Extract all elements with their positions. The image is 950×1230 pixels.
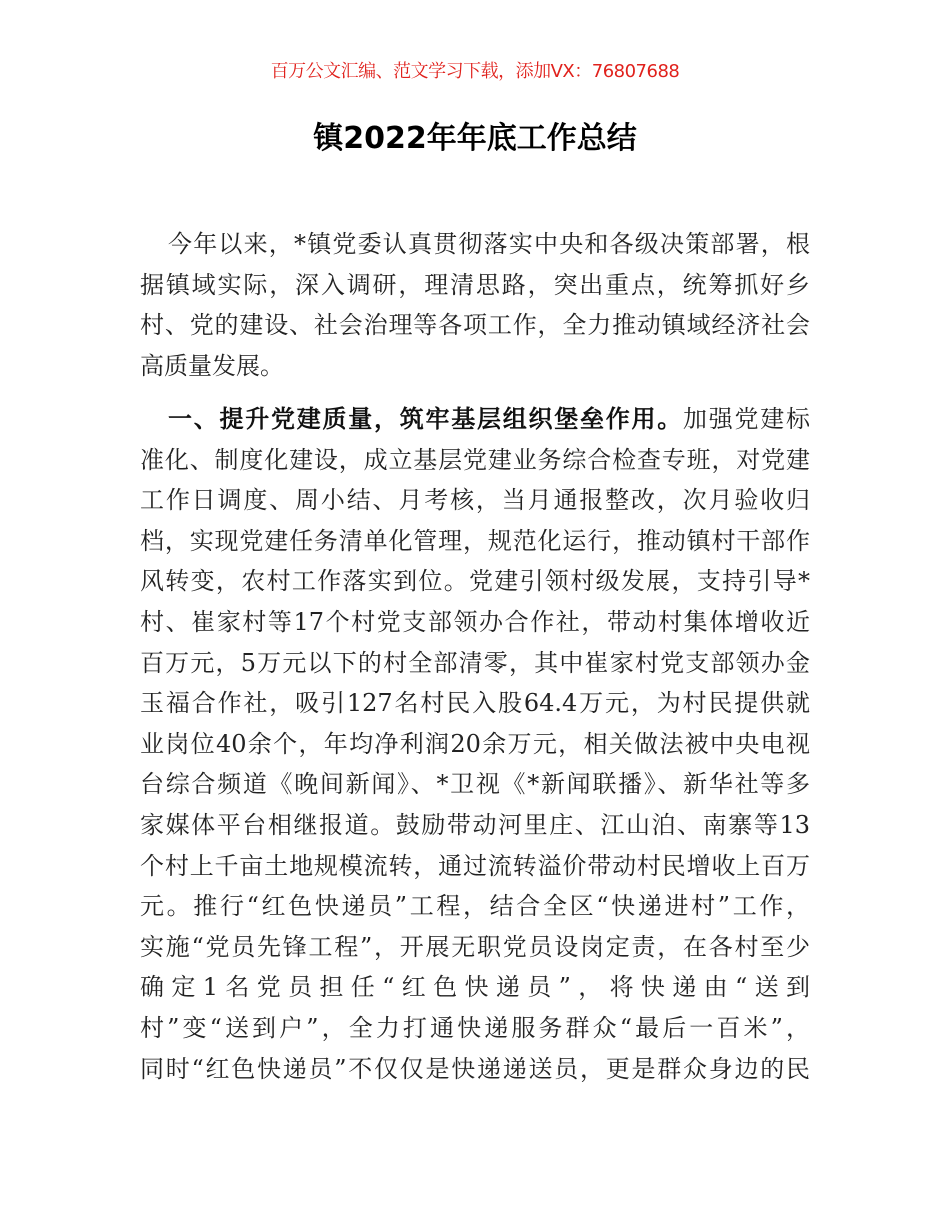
text-line: 村、党的建设、社会治理等各项工作，全力推动镇域经济社会: [140, 311, 810, 340]
text-line: 百万元，5万元以下的村全部清零，其中崔家村党支部领办金: [140, 648, 810, 677]
text-line: 家媒体平台相继报道。鼓励带动河里庄、江山泊、南寨等13: [140, 810, 810, 839]
text-line: 玉福合作社，吸引127名村民入股64.4万元，为村民提供就: [140, 689, 810, 718]
text-line: 风转变，农村工作落实到位。党建引领村级发展，支持引导*: [140, 567, 810, 596]
text-line: 今年以来，*镇党委认真贯彻落实中央和各级决策部署，根: [168, 230, 810, 258]
text-line: 准化、制度化建设，成立基层党建业务综合检查专班，对党建: [140, 445, 810, 474]
document-title: 镇2022年年底工作总结: [313, 121, 637, 156]
text-line: 档，实现党建任务清单化管理，规范化运行，推动镇村干部作: [140, 526, 810, 555]
text-line: 村”变“送到户”，全力打通快递服务群众“最后一百米”，: [140, 1013, 810, 1042]
text-line: 实施“党员先锋工程”，开展无职党员设岗定责，在各村至少: [140, 932, 810, 961]
text-line: 工作日调度、周小结、月考核，当月通报整改，次月验收归: [140, 486, 810, 515]
text-line: [140, 399, 810, 440]
text-line: 高质量发展。: [140, 351, 284, 380]
text-line: 据镇域实际，深入调研，理清思路，突出重点，统筹抓好乡: [140, 270, 810, 299]
paragraph-section-1: [140, 399, 810, 1089]
watermark-banner: 百万公文汇编、范文学习下载，添加VX：76807688: [270, 61, 680, 82]
text-line: 台综合频道《晚间新闻》、*卫视《*新闻联播》、新华社等多: [140, 770, 810, 799]
text-line: 业岗位40余个，年均净利润20余万元，相关做法被中央电视: [140, 729, 810, 758]
text-span: 加强党建标: [683, 405, 810, 433]
text-line: 元。推行“红色快递员”工程，结合全区“快递进村”工作，: [140, 892, 810, 921]
text-line: 同时“红色快递员”不仅仅是快递递送员，更是群众身边的民: [140, 1054, 810, 1083]
section-heading: 一、提升党建质量，筑牢基层组织堡垒作用。: [168, 404, 683, 433]
paragraph-intro: [140, 224, 810, 386]
text-line: 村、崔家村等17个村党支部领办合作社，带动村集体增收近: [140, 607, 810, 636]
text-line: 个村上千亩土地规模流转，通过流转溢价带动村民增收上百万: [140, 851, 810, 880]
text-line: 确定1名党员担任“红色快递员”，将快递由“送到: [140, 973, 810, 1002]
